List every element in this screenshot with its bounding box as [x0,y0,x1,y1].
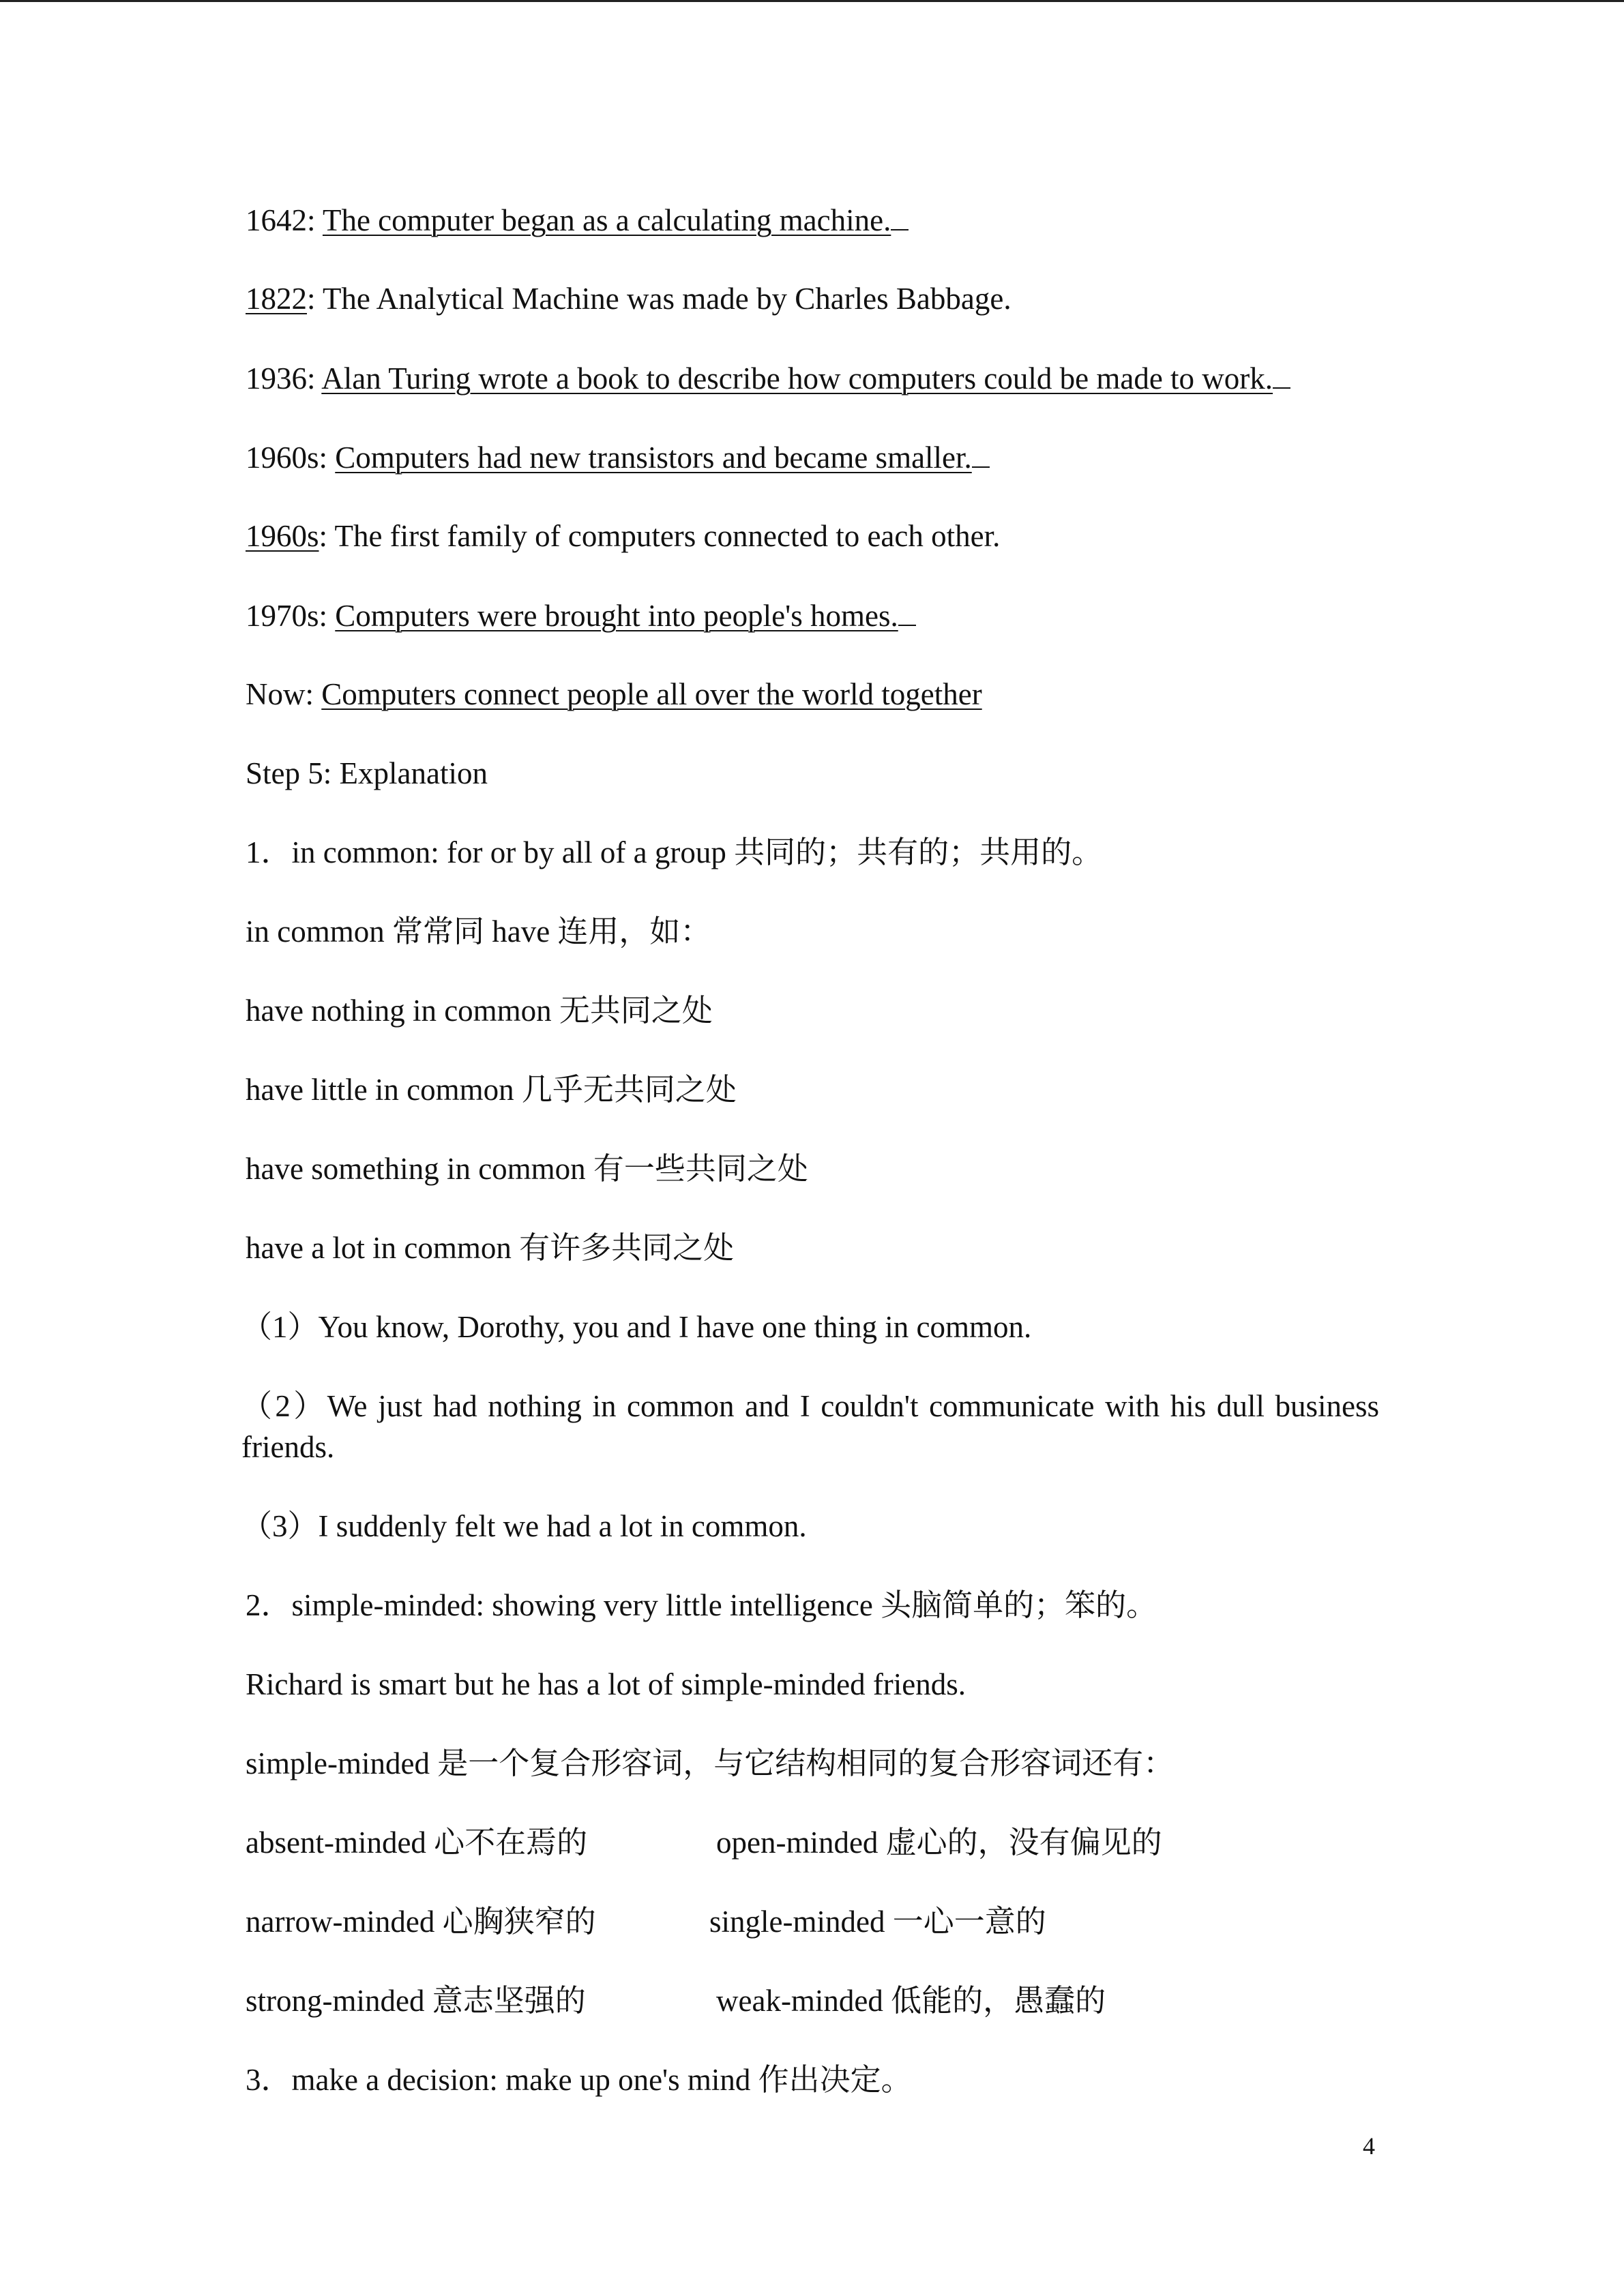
compound-adjective-right: single-minded 一心一意的 [709,1905,1046,1939]
item2-example: Richard is smart but he has a lot of simple-minded friends. [246,1667,966,1701]
timeline-label-answer: 1960s [246,519,319,553]
timeline-now [246,674,982,715]
timeline-answer: Alan Turing wrote a book to describe how computers could be made to work. [321,361,1273,396]
timeline-text: : The Analytical Machine was made by Charles Babbage. [307,282,1012,316]
item2-note: simple-minded 是一个复合形容词，与它结构相同的复合形容词还有： [246,1746,1175,1780]
item1-heading: 1．in common: for or by all of a group 共同的；共有的；共用的。 [246,835,1103,869]
example-sentence: （3）I suddenly felt we had a lot in common. [241,1509,807,1543]
example-sentence: （2）We just had nothing in common and I couldn't communicate with his dull business friends. [241,1389,1379,1464]
timeline-label: 1960s: [246,441,328,475]
timeline-text: : The first family of computers connected to each other. [319,519,1001,553]
timeline-1642 [246,199,909,241]
timeline-label: Now: [246,677,314,711]
timeline-label-answer: 1822 [246,282,307,316]
timeline-1970s [246,595,916,636]
timeline-1960s-b [246,516,1000,556]
compound-adjective-left: absent-minded 心不在焉的 [246,1825,588,1860]
phrase-item: have a lot in common 有许多共同之处 [246,1231,735,1265]
timeline-answer: Computers were brought into people's homes. [335,599,898,633]
timeline-1936 [246,357,1290,399]
compound-adjective-right: open-minded 虚心的，没有偏见的 [716,1825,1162,1860]
timeline-1960s-a [246,436,990,478]
phrase-item: have little in common 几乎无共同之处 [246,1073,737,1107]
timeline-label: 1970s: [246,599,328,633]
timeline-answer: Computers had new transistors and became smaller. [335,441,972,475]
phrase-item: have nothing in common 无共同之处 [246,994,713,1028]
example-sentence: （1）You know, Dorothy, you and I have one thing in common. [241,1310,1032,1344]
item3-heading: 3．make a decision: make up one's mind 作出决定。 [246,2063,912,2097]
compound-adjective-left: narrow-minded 心胸狭窄的 [246,1905,596,1939]
blank-underline [891,199,909,230]
section-heading-step5: Step 5: Explanation [246,756,488,790]
page-number: 4 [1363,2132,1375,2160]
blank-underline [898,595,916,626]
compound-adjective-left: strong-minded 意志坚强的 [246,1984,586,2018]
compound-adjective-right: weak-minded 低能的，愚蠢的 [716,1984,1106,2018]
phrase-item: have something in common 有一些共同之处 [246,1152,808,1186]
item1-note: in common 常常同 have 连用，如： [246,914,711,949]
timeline-label: 1642: [246,203,316,237]
timeline-answer: The computer began as a calculating machine. [322,203,891,237]
page-top-border [0,0,1624,2]
blank-underline [1273,357,1290,389]
timeline-label: 1936: [246,361,316,396]
timeline-answer: Computers connect people all over the world together [321,677,982,711]
item2-heading: 2．simple-minded: showing very little intelligence 头脑简单的；笨的。 [246,1588,1157,1622]
timeline-1822 [246,278,1012,319]
blank-underline [972,436,990,468]
